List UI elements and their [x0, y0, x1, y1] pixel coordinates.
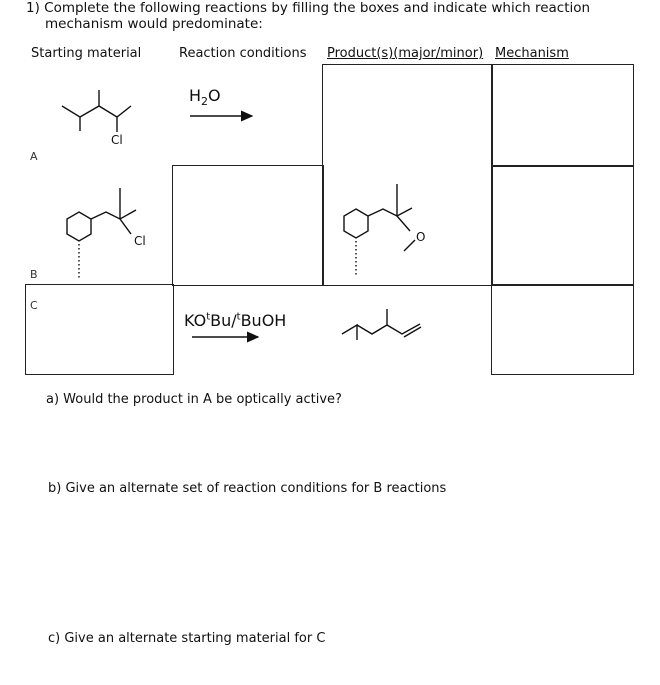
header-mechanism: Mechanism: [495, 46, 569, 61]
atom-label-o-product-b: O: [416, 230, 426, 244]
row-label-a: A: [30, 150, 38, 163]
atom-label-cl-a: Cl: [111, 133, 123, 147]
atom-label-cl-b: Cl: [134, 234, 146, 248]
molecule-c-product: [342, 309, 421, 340]
molecule-a-starting-material: [62, 90, 131, 132]
molecule-b-product: [344, 184, 415, 277]
row-label-b: B: [30, 268, 38, 281]
header-starting-material: Starting material: [31, 46, 142, 61]
subquestion-c: c) Give an alternate starting material for C: [48, 631, 326, 646]
row-label-c: C: [30, 299, 38, 312]
subquestion-a: a) Would the product in A be optically active?: [46, 392, 342, 407]
question-line-1: 1) Complete the following reactions by filling the boxes and indicate which reaction: [26, 0, 591, 16]
question-line-2: mechanism would predominate:: [45, 16, 263, 32]
subquestion-b: b) Give an alternate set of reaction conditions for B reactions: [48, 481, 447, 496]
header-products: Product(s)(major/minor): [327, 46, 484, 61]
reagent-potassium-tert-butoxide: $KO^tBu/^tBuOH$: [184, 311, 287, 330]
molecule-b-starting-material: [67, 188, 136, 280]
header-reaction-conditions: Reaction conditions: [179, 46, 307, 61]
reagent-water: $H_2O$: [189, 86, 221, 109]
